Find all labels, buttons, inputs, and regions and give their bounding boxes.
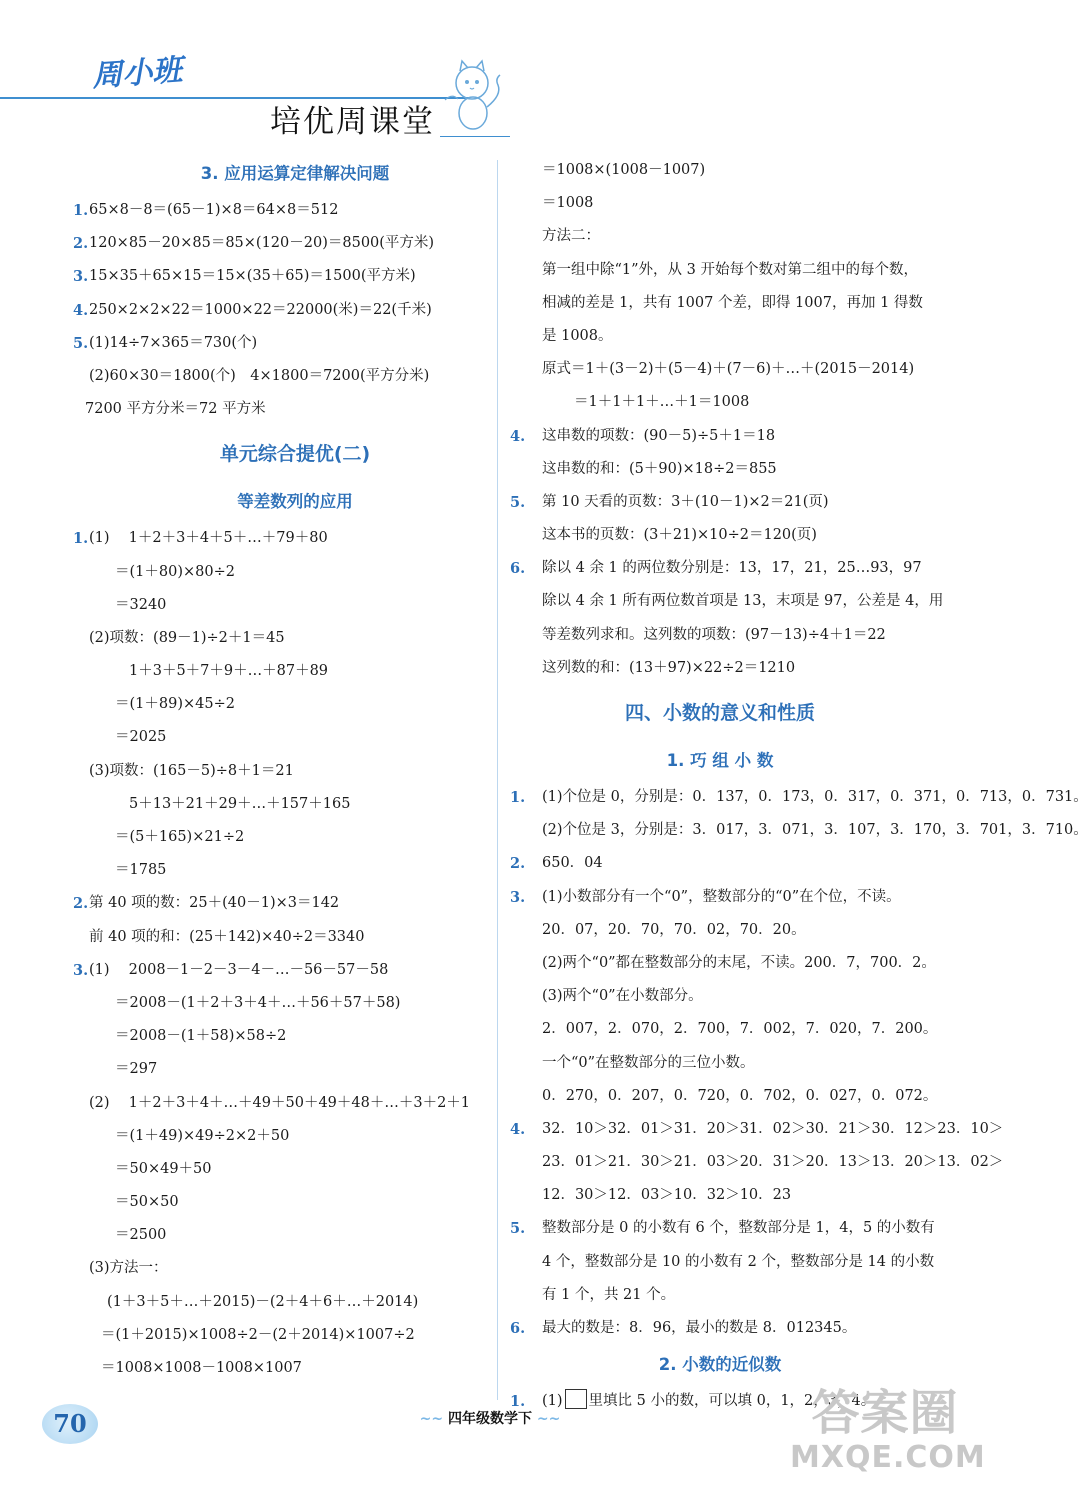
answer-text: 前 40 项的和：(25＋142)×40÷2＝3340 — [89, 928, 365, 945]
answer-text: 等差数列求和。这列数的项数：(97－13)÷4＋1＝22 — [542, 626, 886, 643]
question-number: 6. — [510, 1320, 526, 1337]
answer-text: ＝1008×(1008－1007) — [542, 162, 706, 178]
question-number: 2. — [510, 855, 526, 873]
answer-line — [510, 947, 936, 980]
answer-text: 除以 4 余 1 的两位数分别是：13，17，21，25…93，97 — [542, 560, 922, 577]
footer-deco-icon: ~~ — [532, 1411, 561, 1427]
question-number: 3. — [73, 268, 89, 286]
answer-line — [75, 327, 515, 360]
question-number: 5. — [510, 1220, 526, 1238]
answer-line — [510, 585, 944, 618]
logo-script-text: 周小班 — [91, 52, 184, 95]
question-number: 2. — [73, 235, 89, 253]
answer-line — [510, 1080, 938, 1113]
answer-text: 15×35＋65×15＝15×(35＋65)＝1500(平方米) — [89, 268, 416, 285]
answer-text: ＝2500 — [115, 1227, 167, 1244]
answer-text: ＝(1＋49)×49÷2×2＋50 — [115, 1127, 290, 1144]
answer-line — [510, 881, 930, 914]
answer-line — [75, 589, 515, 622]
watermark — [790, 1385, 986, 1475]
cat-mascot-icon — [440, 55, 510, 135]
answer-text: 这串数的和：(5＋90)×18÷2＝855 — [542, 460, 777, 477]
answer-line — [510, 386, 930, 419]
answer-line — [510, 781, 1088, 814]
answer-text: 方法二： — [542, 228, 600, 245]
answer-text: (2)两个“0”都在整数部分的末尾，不读。200．7，700．2。 — [542, 954, 936, 971]
answer-line — [510, 287, 930, 320]
question-number: 1. — [73, 202, 89, 219]
answer-line — [75, 360, 515, 393]
brand-title: 培优周课堂 — [270, 104, 435, 140]
answer-text: 这串数的项数：(90－5)÷5＋1＝18 — [542, 427, 776, 444]
subsection-title: 2. 小数的近似数 — [658, 1355, 782, 1375]
answer-text: ＝(1＋80)×80÷2 — [115, 563, 235, 580]
answer-line — [75, 1153, 515, 1186]
answer-line — [510, 980, 930, 1013]
answer-line — [75, 294, 515, 327]
question-number: 1. — [510, 1393, 526, 1411]
section-title: 四、小数的意义和性质 — [624, 702, 815, 724]
blank-box — [565, 1389, 587, 1409]
subsection-title: 3. 应用运算定律解决问题 — [200, 164, 390, 183]
answer-line — [510, 1312, 930, 1345]
header-rule-short — [440, 136, 510, 137]
answer-line — [75, 655, 515, 688]
left-column — [75, 154, 515, 1385]
answer-line — [510, 254, 930, 287]
answer-text: ＝2008－(1＋58)×58÷2 — [115, 1028, 287, 1045]
answer-text: (1)小数部分有一个“0”，整数部分的“0”在个位，不读。 — [542, 888, 901, 905]
answer-line — [510, 220, 930, 253]
answer-line — [510, 619, 930, 652]
answer-rest: 里填比 5 小的数，可以填 0，1，2，3，4。 — [588, 1393, 876, 1410]
answer-text: 650．04 — [542, 855, 603, 872]
answer-line — [510, 847, 930, 880]
answer-text: 120×85－20×85＝85×(120－20)＝8500(平方米) — [89, 235, 435, 252]
section-title: 单元综合提优(二) — [219, 443, 371, 466]
answer-text: 20．07，20．70，70．02，70．20。 — [542, 921, 806, 938]
question-number: 4. — [73, 301, 89, 319]
answer-line — [75, 1053, 515, 1086]
answer-text: 除以 4 余 1 所有两位数首项是 13，末项是 97，公差是 4，用 — [542, 593, 944, 610]
answer-line — [510, 1179, 930, 1212]
answer-text: 7200 平方分米＝72 平方米 — [85, 401, 266, 418]
answer-text: ＝297 — [115, 1061, 158, 1078]
answer-text: ＝1008×1008－1008×1007 — [101, 1360, 302, 1376]
book-label: 四年级数学下 — [448, 1411, 532, 1427]
footer-book-label — [390, 1408, 590, 1428]
answer-line — [75, 954, 515, 987]
answer-line — [510, 1146, 1004, 1179]
question-number: 4. — [510, 1120, 526, 1138]
answer-line — [75, 688, 515, 721]
answer-text: 0．270，0．207，0．720，0．702，0．027，0．072。 — [542, 1087, 938, 1104]
answer-text: 最大的数是：8．96，最小的数是 8．012345。 — [542, 1320, 857, 1336]
answer-text: ＝(1＋2015)×1008÷2－(2＋2014)×1007÷2 — [101, 1326, 415, 1343]
answer-text: 一个“0”在整数部分的三位小数。 — [542, 1054, 755, 1071]
subsection-title: 等差数列的应用 — [237, 492, 353, 512]
question-number: 1. — [73, 530, 89, 548]
answer-line — [75, 821, 515, 854]
answer-line — [75, 987, 515, 1020]
answer-text: 第 40 项的数：25＋(40－1)×3＝142 — [89, 895, 340, 912]
answer-line — [75, 788, 515, 821]
answer-text: 这本书的页数：(3＋21)×10÷2＝120(页) — [542, 527, 817, 544]
answer-text: ＝2008－(1＋2＋3＋4＋…＋56＋57＋58) — [115, 994, 401, 1011]
answer-line — [75, 1020, 515, 1053]
answer-line — [510, 914, 930, 947]
answer-text: 第一组中除“1”外，从 3 开始每个数对第二组中的每个数， — [542, 261, 918, 278]
answer-text: (1) 1＋2＋3＋4＋5＋…＋79＋80 — [89, 530, 328, 547]
answer-line — [75, 887, 515, 920]
answer-text: 250×2×2×22＝1000×22＝22000(米)＝22(千米) — [89, 301, 432, 318]
answer-text: 12．30＞12．03＞10．32＞10．23 — [542, 1187, 792, 1204]
question-number: 6. — [510, 560, 526, 578]
answer-text: 是 1008。 — [542, 327, 613, 344]
answer-text: ＝1008 — [542, 195, 594, 212]
answer-line — [75, 1120, 515, 1153]
answer-line — [510, 1113, 1004, 1146]
answer-line — [75, 755, 515, 788]
question-number: 2. — [73, 895, 89, 913]
answer-line — [510, 154, 930, 187]
answer-line — [75, 1286, 515, 1319]
question-number: 4. — [510, 427, 526, 445]
answer-line — [75, 393, 515, 426]
question-number: 5. — [510, 493, 526, 511]
answer-line — [75, 921, 515, 954]
answer-line — [75, 227, 515, 260]
answer-text: ＝(1＋89)×45÷2 — [115, 696, 235, 713]
answer-text: (1) 2008－1－2－3－4－…－56－57－58 — [89, 961, 389, 978]
answer-text: ＝50×50 — [115, 1194, 179, 1211]
answer-text: (1)14÷7×365＝730(个) — [89, 334, 258, 351]
answer-text: (3)项数：(165－5)÷8＋1＝21 — [89, 762, 294, 779]
answer-prefix: (1) — [542, 1393, 563, 1410]
answer-line — [510, 486, 930, 519]
answer-line — [510, 1047, 930, 1080]
answer-text: ＝(5＋165)×21÷2 — [115, 829, 245, 845]
answer-line — [510, 1013, 938, 1046]
answer-line — [510, 353, 930, 386]
answer-line — [75, 1352, 515, 1385]
answer-text: ＝50×49＋50 — [115, 1160, 212, 1177]
answer-text: 有 1 个，共 21 个。 — [542, 1286, 676, 1303]
answer-text: (2)60×30＝1800(个) 4×1800＝7200(平方分米) — [89, 367, 430, 384]
question-number: 3. — [73, 961, 89, 979]
answer-line — [75, 1252, 515, 1285]
answer-line — [510, 1212, 935, 1245]
answer-text: (3)方法一： — [89, 1260, 168, 1277]
question-number: 1. — [510, 789, 526, 806]
answer-text: 整数部分是 0 的小数有 6 个，整数部分是 1，4，5 的小数有 — [542, 1220, 935, 1237]
answer-line — [510, 519, 930, 552]
answer-line — [510, 552, 930, 585]
answer-line — [75, 854, 515, 887]
answer-line — [510, 420, 930, 453]
answer-text: 1＋3＋5＋7＋9＋…＋87＋89 — [129, 663, 329, 680]
answer-text: 原式＝1＋(3－2)＋(5－4)＋(7－6)＋…＋(2015－2014) — [542, 361, 915, 378]
answer-text: 2．007，2．070，2．700，7．002，7．020，7．200。 — [542, 1021, 938, 1038]
answer-line — [75, 1319, 515, 1352]
answer-text: (2)项数：(89－1)÷2＋1＝45 — [89, 629, 285, 646]
answer-text: 65×8－8＝(65－1)×8＝64×8＝512 — [89, 202, 339, 218]
answer-line — [75, 1186, 515, 1219]
answer-line — [75, 556, 515, 589]
subsection-title: 1. 巧 组 小 数 — [666, 751, 774, 770]
question-number: 5. — [73, 334, 89, 352]
answer-text: ＝1785 — [115, 862, 167, 879]
answer-text: ＝3240 — [115, 596, 167, 613]
answer-line — [75, 1219, 515, 1252]
answer-line — [75, 522, 515, 555]
answer-text: (2)个位是 3，分别是：3．017，3．071，3．107，3．170，3．701，3．710。 — [542, 822, 1088, 839]
answer-text: (1)个位是 0，分别是：0．137，0．173，0．317，0．371，0．713，0．731。 — [542, 789, 1088, 805]
page-number-badge: 70 — [42, 1404, 98, 1444]
answer-text: ＝1＋1＋1＋…＋1＝1008 — [574, 394, 750, 411]
answer-line — [75, 1087, 515, 1120]
answer-text: 32．10＞32．01＞31．20＞31．02＞30．21＞30．12＞23．10＞ — [542, 1120, 1004, 1137]
answer-line — [510, 814, 1088, 847]
answer-line — [510, 453, 930, 486]
answer-line — [75, 194, 515, 227]
answer-text: (1＋3＋5＋…＋2015)－(2＋4＋6＋…＋2014) — [107, 1293, 419, 1310]
answer-line — [75, 721, 515, 754]
answer-line — [510, 1246, 935, 1279]
footer-deco-icon: ~~ — [419, 1411, 448, 1427]
answer-text: 这列数的和：(13＋97)×22÷2＝1210 — [542, 659, 796, 676]
watermark-en: MXQE.COM — [790, 1440, 986, 1475]
answer-line — [75, 260, 515, 293]
answer-line — [510, 187, 930, 220]
answer-text: ＝2025 — [115, 729, 167, 746]
answer-text: 4 个，整数部分是 10 的小数有 2 个，整数部分是 14 的小数 — [542, 1253, 935, 1270]
answer-text: (3)两个“0”在小数部分。 — [542, 988, 703, 1005]
watermark-cn: 答案圈 — [811, 1385, 959, 1441]
answer-text: 第 10 天看的页数：3＋(10－1)×2＝21(页) — [542, 493, 829, 510]
answer-text: 23．01＞21．30＞21．03＞20．31＞20．13＞13．20＞13．02＞ — [542, 1154, 1004, 1171]
answer-text: (2) 1＋2＋3＋4＋…＋49＋50＋49＋48＋…＋3＋2＋1 — [89, 1094, 471, 1111]
answer-line — [510, 1279, 930, 1312]
answer-line — [75, 622, 515, 655]
answer-text: 相减的差是 1，共有 1007 个差，即得 1007，再加 1 得数 — [542, 294, 923, 311]
question-number: 3. — [510, 888, 526, 906]
answer-line — [510, 320, 930, 353]
answer-line — [510, 652, 930, 685]
answer-text: 5＋13＋21＋29＋…＋157＋165 — [129, 795, 351, 812]
